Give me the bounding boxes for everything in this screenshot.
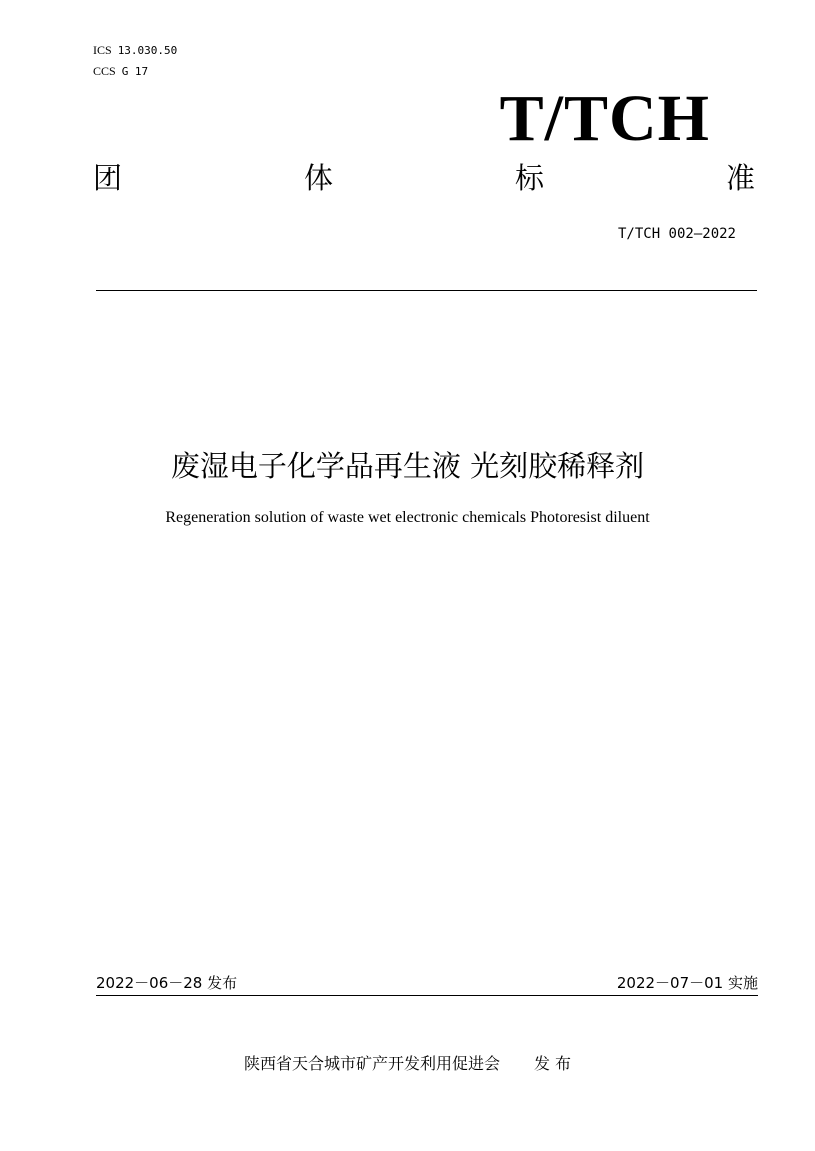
- ccs-code: [93, 61, 177, 82]
- publisher-line: [0, 1052, 815, 1076]
- header-divider: [96, 290, 757, 291]
- ccs-label: CCS: [93, 64, 116, 78]
- footer-divider: [96, 995, 758, 996]
- group-standard-char: 标: [514, 161, 544, 195]
- date-row: [96, 971, 758, 995]
- document-title-chinese: 废湿电子化学品再生液 光刻胶稀释剂: [170, 449, 645, 483]
- standard-logo: T/TCH: [499, 82, 710, 155]
- document-title-english: Regeneration solution of waste wet electronic chemicals Photoresist diluent: [165, 509, 650, 526]
- group-standard-char: 团: [93, 161, 123, 195]
- classification-codes: [93, 40, 177, 82]
- ics-label: ICS: [93, 43, 112, 57]
- ics-value: 13.030.50: [117, 44, 178, 57]
- ccs-value: G 17: [121, 65, 149, 78]
- publish-label: 发 布: [533, 1054, 572, 1073]
- standard-number: T/TCH 002—2022: [617, 226, 736, 242]
- group-standard-heading: [93, 158, 755, 198]
- group-standard-char: 体: [303, 161, 333, 195]
- ics-code: [93, 40, 177, 61]
- implementation-date: 2022－07－01 实施: [616, 974, 758, 992]
- group-standard-char: 准: [725, 161, 755, 195]
- publisher-name: 陕西省天合城市矿产开发利用促进会: [243, 1054, 500, 1073]
- issue-date: 2022－06－28 发布: [96, 974, 238, 992]
